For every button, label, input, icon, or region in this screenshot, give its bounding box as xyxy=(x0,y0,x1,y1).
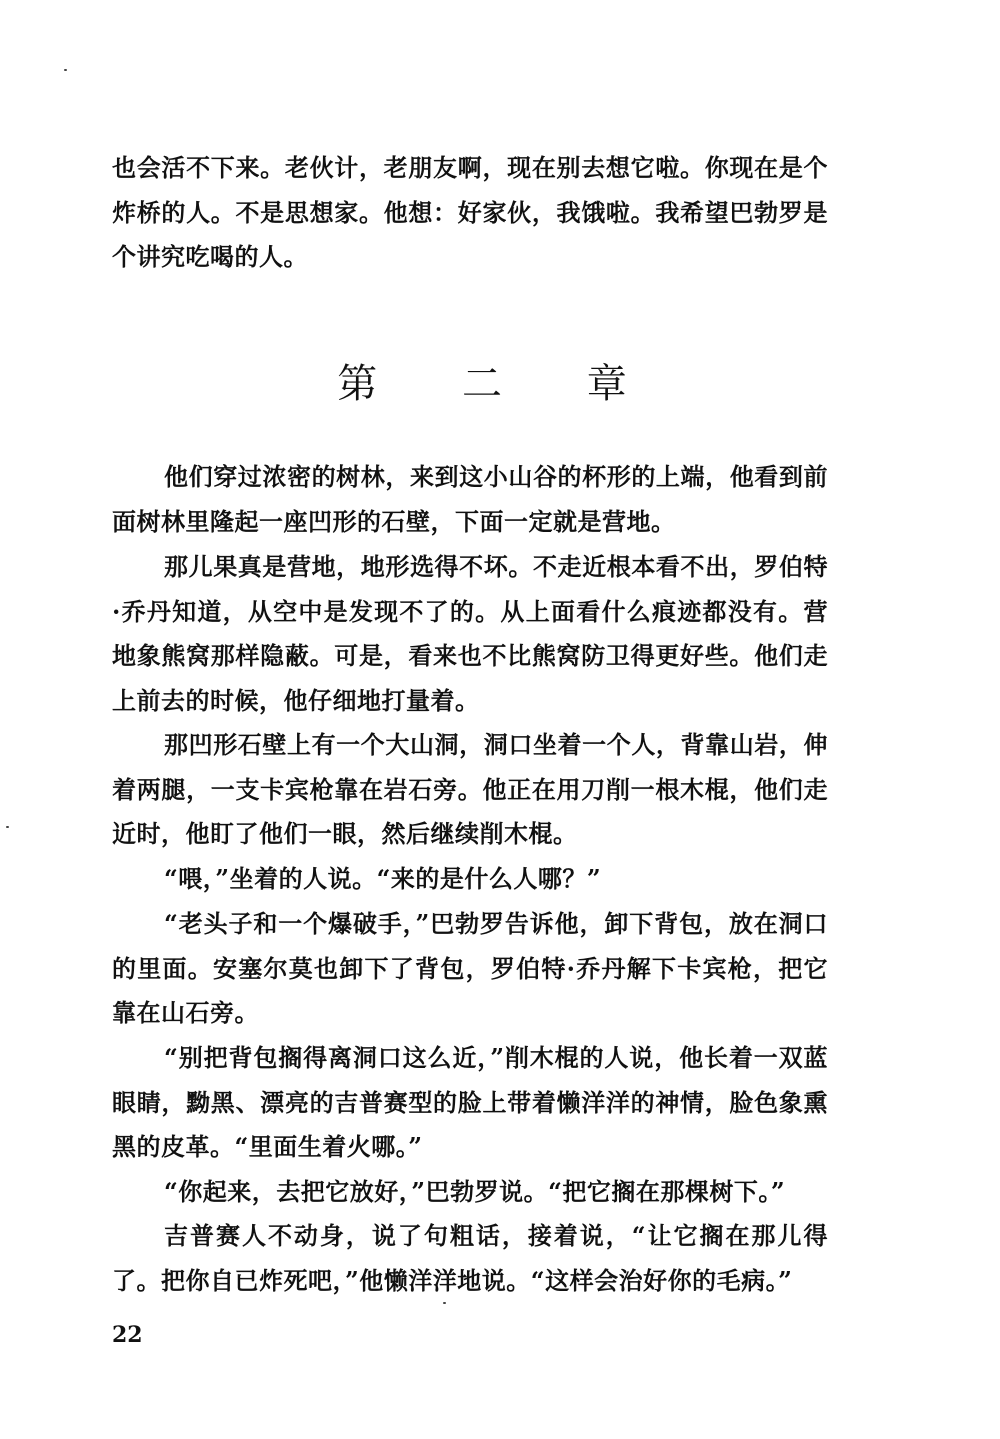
paragraph: 那凹形石壁上有一个大山洞，洞口坐着一个人，背靠山岩，伸着两腿，一支卡宾枪靠在岩石旁。他正在用刀削一根木棍，他们走近时，他盯了他们一眼，然后继续削木棍。 xyxy=(112,730,828,848)
scan-speck xyxy=(64,69,67,71)
dialogue-paragraph: “老头子和一个爆破手，”巴勃罗告诉他，卸下背包，放在洞口的里面。安塞尔莫也卸下了背包，罗伯特·乔丹解下卡宾枪，把它靠在山石旁。 xyxy=(112,909,828,1027)
chapter-title: 第 二 章 xyxy=(337,361,663,407)
paragraph: 那儿果真是营地，地形选得不坏。不走近根本看不出，罗伯特·乔丹知道，从空中是发现不了的。从上面看什么痕迹都没有。营地象熊窝那样隐蔽。可是，看来也不比熊窝防卫得更好些。他们走上前去的时候，他仔细地打量着。 xyxy=(112,552,828,715)
dialogue-paragraph: “你起来，去把它放好，”巴勃罗说。“把它搁在那棵树下。” xyxy=(164,1177,786,1206)
dialogue-paragraph: “别把背包搁得离洞口这么近，”削木棍的人说，他长着一双蓝眼睛，黝黑、漂亮的吉普赛型的脸上带着懒洋洋的神情，脸色象熏黑的皮革。“里面生着火哪。” xyxy=(112,1043,828,1161)
scan-speck xyxy=(443,1302,446,1304)
paragraph: 他们穿过浓密的树林，来到这小山谷的杯形的上端，他看到前面树林里隆起一座凹形的石壁，下面一定就是营地。 xyxy=(112,462,828,536)
paragraph-continued: 也会活不下来。老伙计，老朋友啊，现在别去想它啦。你现在是个炸桥的人。不是思想家。他想：好家伙，我饿啦。我希望巴勃罗是个讲究吃喝的人。 xyxy=(112,153,828,271)
dialogue-paragraph: 吉普赛人不动身，说了句粗话，接着说，“让它搁在那儿得了。把你自已炸死吧，”他懒洋洋地说。“这样会治好你的毛病。” xyxy=(112,1221,828,1295)
dialogue-paragraph: “喂，”坐着的人说。“来的是什么人哪？” xyxy=(164,864,602,893)
page-number: 22 xyxy=(112,1322,143,1348)
scan-speck xyxy=(6,826,9,828)
